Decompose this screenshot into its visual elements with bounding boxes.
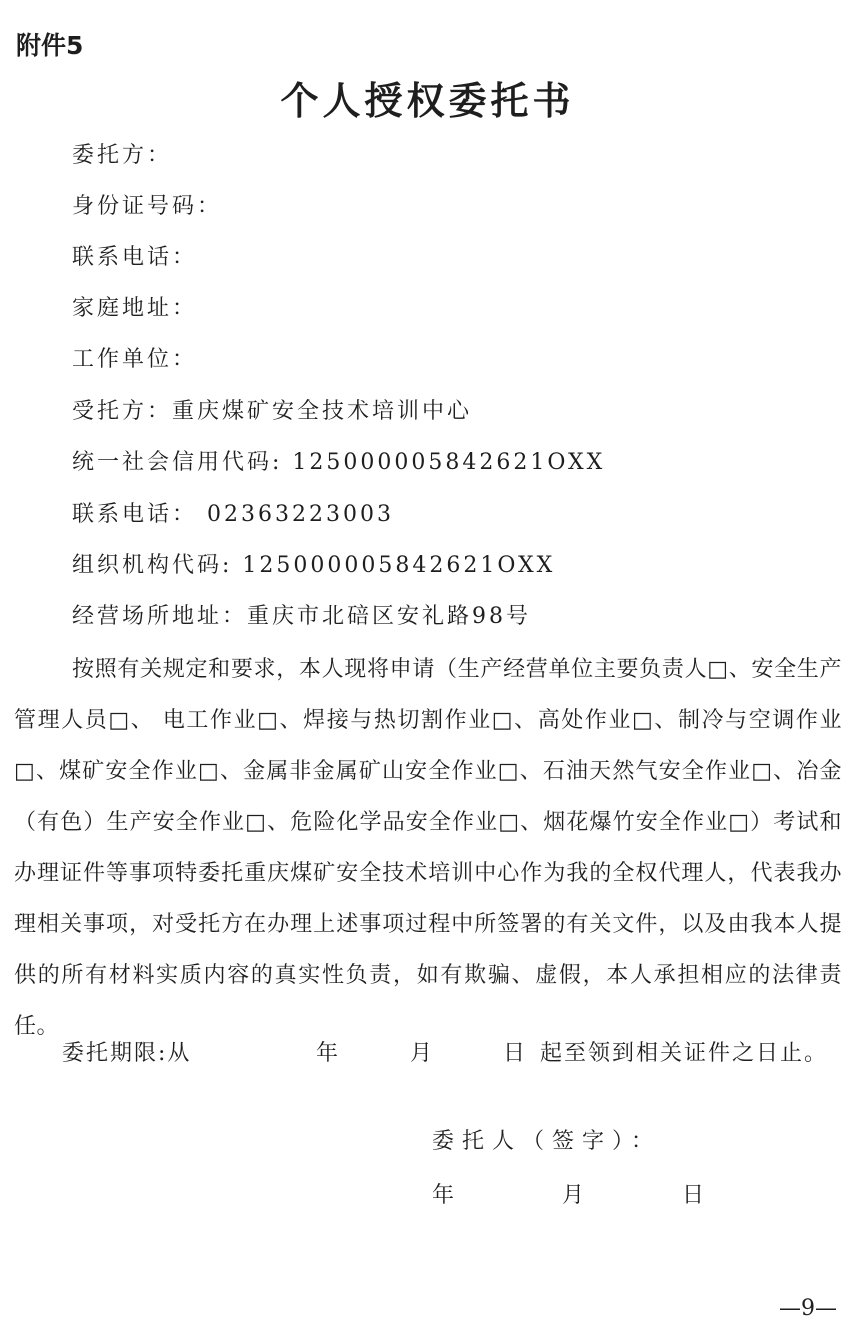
- field-id-number: 身份证号码：: [72, 194, 223, 219]
- field-employer: 工作单位：: [72, 347, 198, 372]
- field-credit-code: 统一社会信用代码: 125000005842621OXX: [72, 450, 606, 475]
- period-day: 日: [503, 1041, 528, 1066]
- signature-year: 年: [432, 1183, 463, 1208]
- field-org-code: 组织机构代码: 125000005842621OXX: [72, 553, 556, 578]
- period-month: 月: [410, 1041, 435, 1066]
- field-agent: 受托方：重庆煤矿安全技术培训中心: [72, 399, 473, 424]
- body-paragraph: 按照有关规定和要求，本人现将申请（生产经营单位主要负责人□、安全生产管理人员□、 电工作业□、焊接与热切割作业□、高处作业□、制冷与空调作业□、煤矿安全作业□、金属非金属矿山安全作业□、石油天然气安全作业□、冶金（有色）生产安全作业□、危险化学品安全作业□、烟花爆竹安全作业□）考试和办理证件等事项特委托重庆煤矿安全技术培训中心作为我的全权代理人，代表我办理相关事项，对受托方在办理上述事项过程中所签署的有关文件，以及由我本人提供的所有材料实质内容的真实性负责，如有欺骗、虚假，本人承担相应的法律责任。: [14, 657, 842, 1039]
- signature-day: 日: [682, 1183, 713, 1208]
- document-title: 个人授权委托书: [280, 78, 575, 123]
- field-agent-phone: 联系电话： 02363223003: [72, 502, 394, 527]
- period-suffix: 起至领到相关证件之日止。: [540, 1041, 829, 1066]
- page-number: —9—: [779, 1296, 837, 1321]
- field-home-address: 家庭地址：: [72, 296, 198, 321]
- field-phone: 联系电话：: [72, 245, 198, 270]
- signature-month: 月: [562, 1183, 593, 1208]
- field-principal: 委托方：: [72, 143, 173, 168]
- field-business-address: 经营场所地址：重庆市北碚区安礼路98号: [72, 604, 531, 629]
- attachment-label: 附件5: [16, 31, 84, 60]
- signature-label: 委托人（签字）：: [432, 1129, 662, 1154]
- period-label: 委托期限:从: [62, 1041, 192, 1066]
- period-year: 年: [316, 1041, 341, 1066]
